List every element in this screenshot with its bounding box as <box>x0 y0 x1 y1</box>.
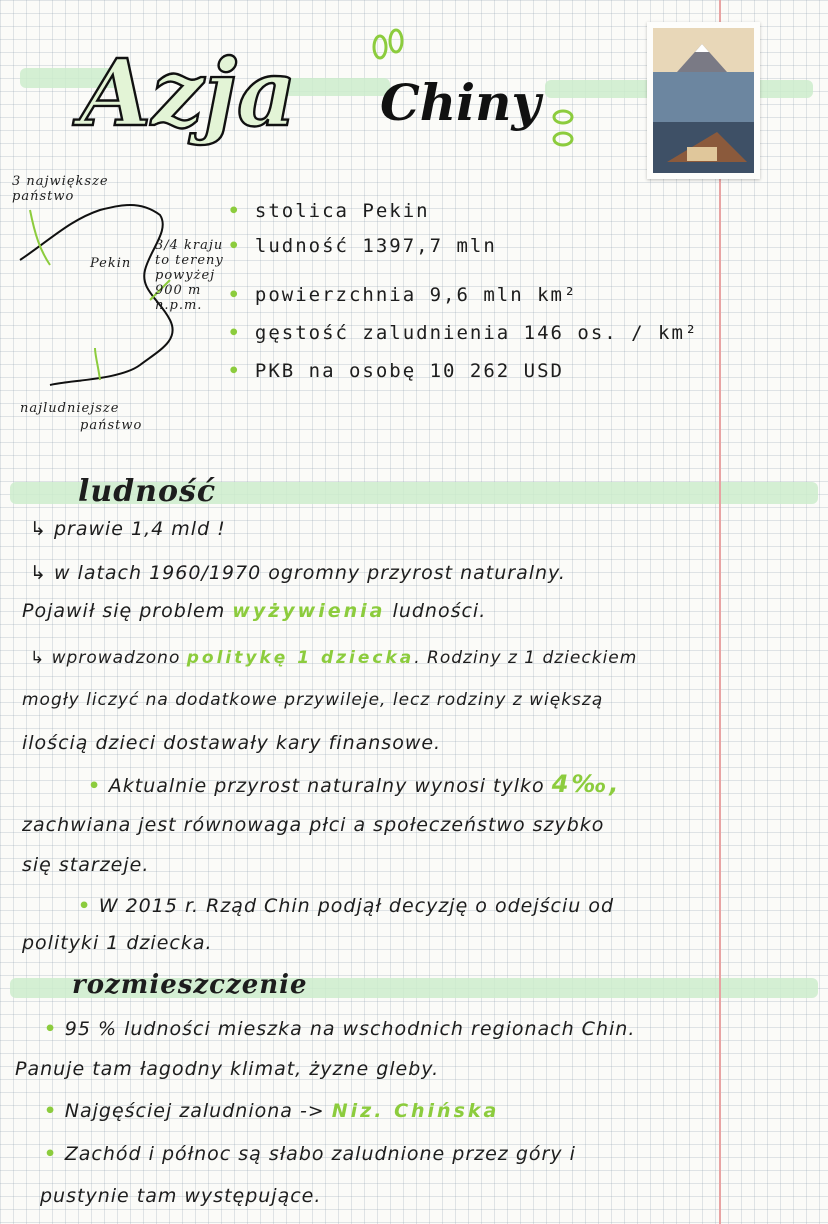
fact-gdp-text: PKB na osobę 10 262 USD <box>254 360 564 382</box>
fact-density-text: gęstość zaludnienia 146 os. / km² <box>254 322 699 344</box>
fact-gdp <box>228 360 564 382</box>
bullet-icon: • <box>44 1100 65 1122</box>
section2-line4 <box>44 1143 576 1165</box>
section2-line2: Panuje tam łagodny klimat, żyzne gleby. <box>15 1058 440 1080</box>
map-label-largest-line1: 3 największe <box>12 174 109 189</box>
section1-line7-part1: Aktualnie przyrost naturalny wynosi tylko <box>108 775 552 797</box>
map-label-largest <box>12 174 109 204</box>
map-label-terrain-line4: 900 m <box>155 283 202 298</box>
bullet-icon: • <box>78 895 99 917</box>
fact-population-text: ludność 1397,7 mln <box>254 235 497 257</box>
section2-line5: pustynie tam występujące. <box>40 1185 322 1207</box>
section1-line4-highlight: politykę 1 dziecka <box>186 648 415 668</box>
map-label-terrain <box>155 238 224 313</box>
svg-text:Chiny: Chiny <box>380 73 541 132</box>
section1-line7 <box>88 770 621 798</box>
section1-line4-part1: ↳ wprowadzono <box>30 648 187 668</box>
section1-line3-part1: Pojawił się problem <box>22 600 233 622</box>
section1-line2: ↳ w latach 1960/1970 ogromny przyrost naturalny. <box>30 562 566 584</box>
fact-area-text: powierzchnia 9,6 mln km² <box>254 284 578 306</box>
bullet-icon: • <box>88 775 109 797</box>
fact-population <box>228 235 497 257</box>
section2-heading: rozmieszczenie <box>72 970 308 1000</box>
map-label-terrain-line3: powyżej <box>155 268 216 283</box>
map-label-terrain-line2: to tereny <box>155 253 224 268</box>
section1-line6: ilością dzieci dostawały kary finansowe. <box>22 732 442 754</box>
section2-line3-highlight: Niz. Chińska <box>331 1100 500 1122</box>
section1-line3-part3: ludności. <box>385 600 487 622</box>
bullet-icon: • <box>228 284 255 306</box>
fact-area <box>228 284 577 306</box>
bullet-icon: • <box>44 1143 65 1165</box>
section1-line1: ↳ prawie 1,4 mld ! <box>30 518 226 540</box>
fact-capital <box>228 200 430 222</box>
leaf-icon <box>368 25 408 70</box>
bullet-icon: • <box>44 1018 65 1040</box>
section1-line8: zachwiana jest równowaga płci a społeczeństwo szybko <box>22 814 605 836</box>
section1-line10 <box>78 895 614 917</box>
map-label-populous-line2: państwo <box>80 418 143 433</box>
section1-line9: się starzeje. <box>22 854 150 876</box>
section1-line11: polityki 1 dziecka. <box>22 932 213 954</box>
section1-line10-text: W 2015 r. Rząd Chin podjął decyzję o odejściu od <box>98 895 615 917</box>
map-label-terrain-line5: n.p.m. <box>155 298 203 313</box>
section1-line3 <box>22 600 486 622</box>
section1-line4-part3: . Rodziny z 1 dzieckiem <box>414 648 638 668</box>
fact-density <box>228 322 698 344</box>
section1-heading: ludność <box>78 474 217 509</box>
bullet-icon: • <box>228 200 255 222</box>
margin-line <box>719 0 721 1224</box>
section2-line4-text: Zachód i północ są słabo zaludnione przez góry i <box>64 1143 576 1165</box>
stamp-picture <box>647 22 760 179</box>
map-label-largest-line2: państwo <box>12 189 75 204</box>
bullet-icon: • <box>228 322 255 344</box>
map-label-terrain-line1: 3/4 kraju <box>155 238 224 253</box>
bullet-icon: • <box>228 235 255 257</box>
section1-line4 <box>30 648 637 668</box>
section2-line3-part1: Najgęściej zaludniona -> <box>64 1100 332 1122</box>
svg-text:Azja: Azja <box>80 39 297 147</box>
map-label-populous <box>20 400 142 434</box>
stamp-image <box>647 22 760 179</box>
fact-capital-text: stolica Pekin <box>254 200 430 222</box>
section1-line3-highlight: wyżywienia <box>232 600 386 622</box>
section2-line1-text: 95 % ludności mieszka na wschodnich regionach Chin. <box>64 1018 636 1040</box>
section2-line1 <box>44 1018 635 1040</box>
section2-line3 <box>44 1100 499 1122</box>
title-china-lettering <box>375 60 575 150</box>
map-label-beijing: Pekin <box>90 256 132 271</box>
leaf-icon <box>548 105 578 155</box>
section1-line5: mogły liczyć na dodatkowe przywileje, lecz rodziny z większą <box>22 690 604 710</box>
bullet-icon: • <box>228 360 255 382</box>
section1-line7-highlight: 4‰, <box>551 770 622 798</box>
map-label-populous-line1: najludniejsze <box>20 401 120 416</box>
